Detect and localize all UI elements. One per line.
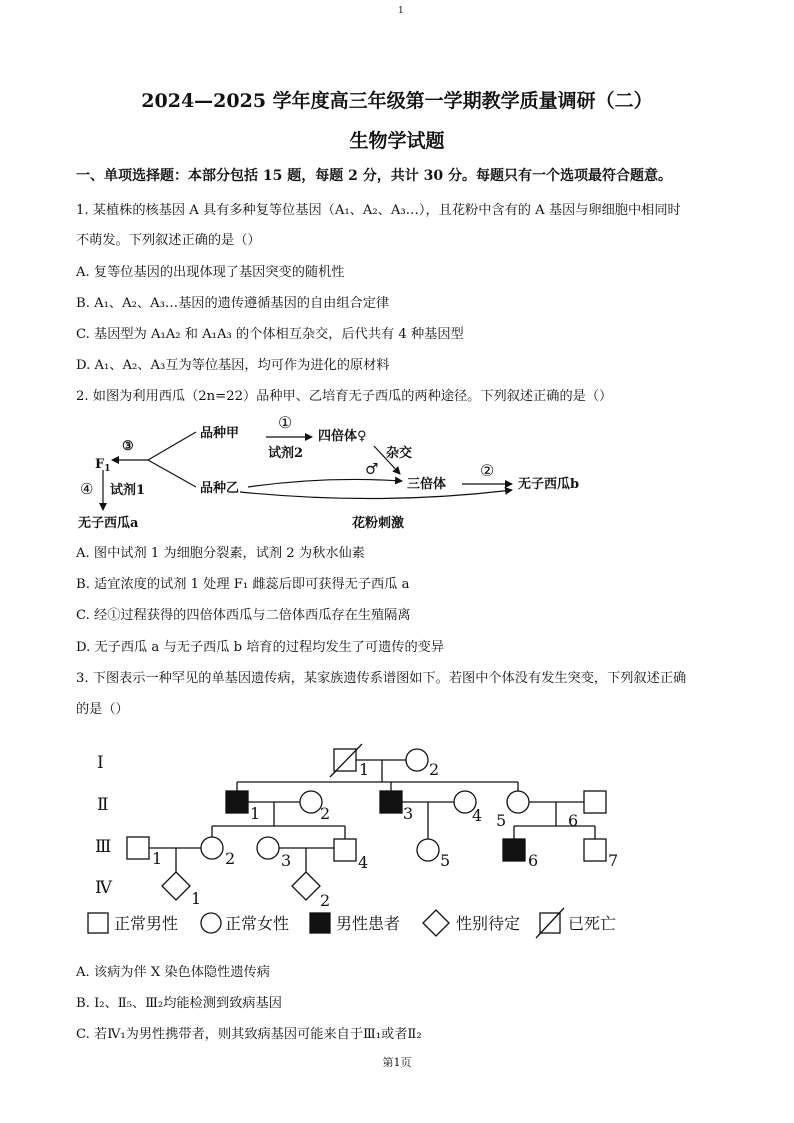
q2-stem: 2. 如图为利用西瓜（2n=22）品种甲、乙培育无子西瓜的两种途径。下列叙述正确的是（） <box>76 389 613 404</box>
individual-iii6 <box>503 839 525 861</box>
label-iii1: 1 <box>152 849 163 868</box>
circle-3-label: ③ <box>122 439 134 454</box>
q3-option-b: B. Ⅰ₂、Ⅱ₅、Ⅲ₂均能检测到致病基因 <box>76 996 282 1011</box>
line-variety-a-to-f1 <box>148 432 196 460</box>
q1-option-d: D. A₁、A₂、A₃互为等位基因，均可作为进化的原材料 <box>76 358 390 373</box>
triploid-label: 三倍体 <box>407 477 447 492</box>
section-heading: 一、单项选择题：本部分包括 15 题，每题 2 分，共计 30 分。每题只有一个选项最符合题意。 <box>76 168 672 184</box>
individual-iii7 <box>584 839 606 861</box>
label-iii6: 6 <box>528 851 539 870</box>
individual-ii5 <box>507 791 529 813</box>
arrow-variety-b-to-triploid <box>248 479 402 487</box>
individual-ii6 <box>584 791 606 813</box>
q1-option-a: A. 复等位基因的出现体现了基因突变的随机性 <box>76 265 345 280</box>
q2-option-c: C. 经①过程获得的四倍体西瓜与二倍体西瓜存在生殖隔离 <box>76 608 411 623</box>
legend-affected-male-icon <box>310 913 330 933</box>
label-iii5: 5 <box>440 851 451 870</box>
q2-option-b: B. 适宜浓度的试剂 1 处理 F₁ 雌蕊后即可获得无子西瓜 a <box>76 577 410 592</box>
label-iii4: 4 <box>358 853 369 872</box>
individual-iii4 <box>334 839 356 861</box>
legend-normal-female-label: 正常女性 <box>225 914 290 933</box>
circle-1-label: ① <box>278 413 293 432</box>
generation-ii-label: Ⅱ <box>97 795 109 815</box>
individual-ii2 <box>300 791 322 813</box>
f1-label: $F_1$ <box>95 457 111 474</box>
individual-iv2 <box>292 872 320 900</box>
q1-stem-line1: 1. 某植株的核基因 A 具有多种复等位基因（A₁、A₂、A₃…），且花粉中含有的 A 基因与卵细胞中相同时 <box>76 203 681 218</box>
legend-undetermined-icon <box>423 910 449 936</box>
label-ii5: 5 <box>496 811 507 830</box>
pedigree-chart <box>0 735 794 950</box>
q2-option-d: D. 无子西瓜 a 与无子西瓜 b 培育的过程均发生了可遗传的变异 <box>76 640 445 655</box>
seedless-a-label: 无子西瓜a <box>78 516 139 531</box>
q3-stem-line2: 的是（） <box>76 702 129 717</box>
generation-iii-label: Ⅲ <box>95 837 112 857</box>
label-ii4: 4 <box>472 806 483 825</box>
label-iii7: 7 <box>608 851 619 870</box>
label-iii3: 3 <box>281 851 292 870</box>
arrow-pollen-stimulation <box>240 490 512 499</box>
circle-4-label: ④ <box>80 480 94 498</box>
legend-deceased-label: 已死亡 <box>568 914 617 933</box>
label-iv2: 2 <box>320 891 331 910</box>
legend-normal-male-icon <box>88 913 108 933</box>
q1-stem-line2: 不萌发。下列叙述正确的是（） <box>76 233 261 248</box>
individual-i1 <box>334 749 356 771</box>
male-symbol: ♂ <box>365 460 379 478</box>
label-i2: 2 <box>429 760 440 779</box>
label-i1: 1 <box>359 760 370 779</box>
individual-iii1 <box>127 837 149 859</box>
generation-i-label: Ⅰ <box>97 753 104 773</box>
generation-iv-label: Ⅳ <box>95 878 112 898</box>
individual-iii2 <box>201 837 223 859</box>
breeding-diagram <box>0 405 794 535</box>
individual-ii3 <box>380 791 402 813</box>
individual-ii1 <box>226 791 248 813</box>
legend-normal-female-icon <box>201 913 221 933</box>
reagent-1-label: 试剂1 <box>110 483 146 498</box>
label-ii1: 1 <box>250 804 261 823</box>
legend-affected-male-label: 男性患者 <box>336 914 401 933</box>
tetraploid-label: 四倍体♀ <box>318 429 367 444</box>
q1-option-b: B. A₁、A₂、A₃…基因的遗传遵循基因的自由组合定律 <box>76 296 390 311</box>
variety-a-label: 品种甲 <box>200 426 240 441</box>
legend-normal-male-label: 正常男性 <box>114 914 179 933</box>
individual-iii5 <box>417 839 439 861</box>
circle-2-label: ② <box>480 461 495 480</box>
pollen-stimulation-label: 花粉刺激 <box>352 516 405 531</box>
legend-undetermined-label: 性别待定 <box>456 914 521 933</box>
individual-i2 <box>406 749 428 771</box>
page-footer: 第1页 <box>382 1056 412 1069</box>
q3-option-a: A. 该病为伴 X 染色体隐性遗传病 <box>76 965 270 980</box>
label-iv1: 1 <box>191 889 202 908</box>
line-variety-b-to-f1 <box>148 460 196 487</box>
label-ii3: 3 <box>403 804 414 823</box>
q1-option-c: C. 基因型为 A₁A₂ 和 A₁A₃ 的个体相互杂交，后代共有 4 种基因型 <box>76 327 464 342</box>
page-title: 2024—2025 学年度高三年级第一学期教学质量调研（二） <box>141 90 653 112</box>
top-page-mark: 1 <box>398 6 404 16</box>
reagent-2-label: 试剂2 <box>268 446 304 461</box>
variety-b-label: 品种乙 <box>200 481 240 496</box>
individual-iii3 <box>257 837 279 859</box>
q3-option-c: C. 若Ⅳ₁为男性携带者，则其致病基因可能来自于Ⅲ₁或者Ⅱ₂ <box>76 1027 422 1042</box>
seedless-b-label: 无子西瓜b <box>518 477 580 492</box>
q3-stem-line1: 3. 下图表示一种罕见的单基因遗传病，某家族遗传系谱图如下。若图中个体没有发生突变，下列叙述正确 <box>76 671 687 686</box>
label-ii2: 2 <box>320 804 331 823</box>
q2-option-a: A. 图中试剂 1 为细胞分裂素，试剂 2 为秋水仙素 <box>76 546 365 561</box>
cross-label: 杂交 <box>386 446 413 461</box>
individual-iv1 <box>162 872 190 900</box>
label-iii2: 2 <box>225 849 236 868</box>
page-subtitle: 生物学试题 <box>349 130 445 152</box>
label-ii6: 6 <box>568 811 579 830</box>
